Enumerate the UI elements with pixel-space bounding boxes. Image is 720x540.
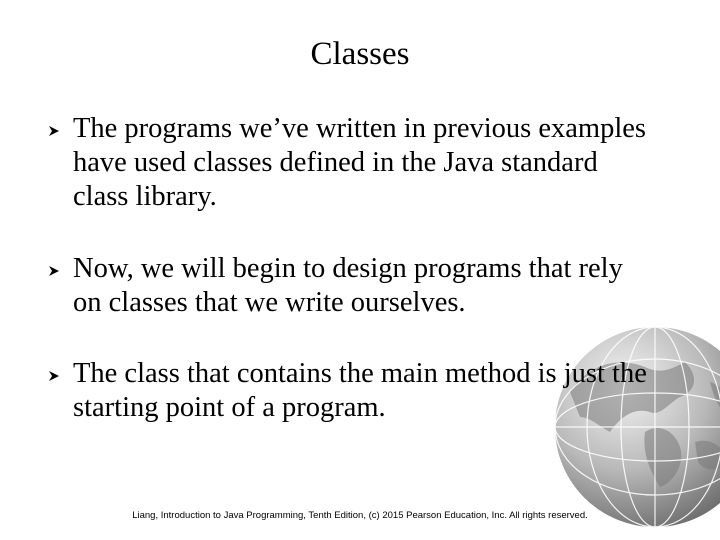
bullet-item	[48, 357, 648, 425]
arrow-bullet-icon	[48, 125, 60, 137]
bullet-item	[48, 252, 648, 320]
bullet-text: The programs we’ve written in previous examples have used classes defined in the Java standard class library.	[73, 113, 646, 213]
bullet-text: Now, we will begin to design programs that rely on classes that we write ourselves.	[73, 252, 623, 318]
arrow-bullet-icon	[48, 370, 60, 382]
copyright-footer: Liang, Introduction to Java Programming, Tenth Edition, (c) 2015 Pearson Education, Inc. All rights reserved.	[132, 510, 588, 521]
bullet-list	[48, 112, 648, 462]
bullet-item	[48, 112, 648, 215]
slide-title: Classes	[310, 36, 410, 72]
arrow-bullet-icon	[48, 265, 60, 277]
bullet-text: The class that contains the main method is just the starting point of a program.	[73, 357, 647, 424]
